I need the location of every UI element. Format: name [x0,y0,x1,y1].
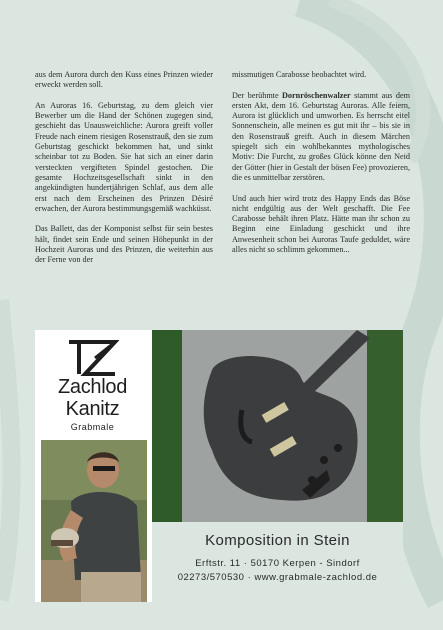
stonemason-image [41,440,147,602]
paragraph: Und auch hier wird trotz des Happy Ends das Böse nicht endgültig aus der Welt geschafft. Die Fee Carabosse behält ihren Platz. Hätte man ihr schon zu Beginn eine Einladung geschickt und ihre Anwesenheit schon bei Auroras Taufe geduldet, wäre alles nicht so schlimm gekommen... [232,193,410,255]
ad-contact: 02273/570530 · www.grabmale-zachlod.de [177,572,378,583]
paragraph: aus dem Aurora durch den Kuss eines Prinzen wieder erweckt werden soll. [35,70,213,90]
brand-subtitle: Grabmale [70,422,115,432]
advertisement [35,330,403,602]
ad-tagline: Komposition in Stein [205,532,350,549]
paragraph: missmutigen Carabosse beobachtet wird. [232,70,367,79]
paragraph: Das Ballett, das der Komponist selbst für sein bestes hält, findet sein Ende und seinen Höhepunkt in der Hochzeit Auroras und des Prinzen, die weiterhin aus der Ferne von der [35,224,213,265]
brand-logo [35,330,150,437]
stonemason-photo [41,440,147,602]
zk-logo-icon [65,338,119,378]
article-column-right [232,70,410,266]
ad-info-band [152,522,403,602]
brand-name-line2: Kanitz [65,398,120,420]
article-column-left [35,70,213,276]
guitar-gravestone-photo [152,330,403,522]
text: Der berühmte [232,90,282,100]
paragraph: An Auroras 16. Geburtstag, zu dem gleich vier Bewerber um die Hand der Schönen zugegen sind, geschieht das Unausweichliche: Aurora greift voller Freude nach einem riesigen Rosenstrauß, den sie zum Geburtstag geschickt bekommen hat, und sinkt scheinbar tot zu Boden. Sie hat sich an einer darin versteckten vergifteten Spindel gestochen. Die gesamte Hochzeitsgesellschaft sinkt in den angekündigten hundertjährigen Schlaf, aus dem alle erst nach dem Erscheinen des Prinzen Désiré erwachen, der Aurora bestimmungsgemäß wachküsst. [35,100,213,213]
ad-address: Erftstr. 11 · 50170 Kerpen - Sindorf [195,558,360,569]
guitar-stone-image [152,330,403,522]
brand-name-line1: Zachlod [57,376,128,398]
highlight-term: Dornröschenwalzer [282,90,351,100]
paragraph [232,91,410,184]
text: stammt aus dem ersten Akt, dem 16. Geburtstag Auroras. Alle feiern, Aurora ist glücklich und umworben. Es herrscht eitel Sonnenschein, alle meinen es gut mit ihr – bis sie in den Rosenstrauß greift. Auch in diesem Märchen spiegelt sich ein wohlbekanntes mythologisches Motiv: Die Furcht, zu großes Glück könne den Neid der Götter (hier in Gestalt der bösen Fee) provozieren, die es unmittelbar zerstören. [232,90,411,182]
